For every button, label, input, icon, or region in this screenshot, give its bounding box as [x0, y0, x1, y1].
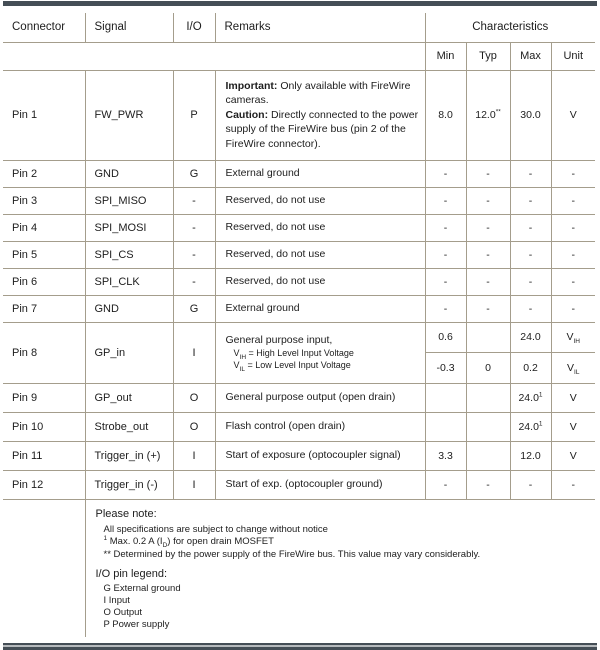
max-cell: 0.2 [510, 352, 551, 383]
pin-cell: Pin 2 [3, 160, 85, 187]
typ-cell [466, 383, 510, 412]
pinout-table [3, 13, 595, 637]
vih-definition: $V_{IH}$ = High Level Input Voltage [233, 348, 354, 361]
min-cell: - [425, 241, 466, 268]
pin-cell: Pin 4 [3, 214, 85, 241]
remarks-cell: Start of exp. (optocoupler ground) [215, 470, 425, 499]
row-pin-2 [3, 160, 595, 187]
io-cell: - [173, 268, 215, 295]
pin-cell: Pin 9 [3, 383, 85, 412]
signal-cell: GP_in [85, 322, 173, 383]
unit-cell: - [551, 470, 595, 499]
min-cell: - [425, 160, 466, 187]
col-header-remarks: Remarks [215, 13, 425, 42]
min-cell: - [425, 187, 466, 214]
unit-cell: V [551, 441, 595, 470]
pin-cell: Pin 6 [3, 268, 85, 295]
min-cell: 0.6 [425, 322, 466, 352]
unit-cell: - [551, 268, 595, 295]
unit-cell: $V_{IH}$ [551, 322, 595, 352]
typ-cell [466, 441, 510, 470]
min-cell: 3.3 [425, 441, 466, 470]
remarks-cell: External ground [215, 295, 425, 322]
vil-definition: $V_{IL}$ = Low Level Input Voltage [233, 359, 351, 373]
col-header-max: Max [510, 42, 551, 70]
row-pin-8 [3, 322, 595, 352]
min-cell: 8.0 [425, 70, 466, 160]
top-rule [3, 1, 597, 6]
typ-cell [466, 412, 510, 441]
typ-cell: - [466, 214, 510, 241]
max-cell: - [510, 214, 551, 241]
col-header-connector: Connector [3, 13, 85, 42]
unit-cell: $V_{IL}$ [551, 352, 595, 383]
io-cell: - [173, 214, 215, 241]
max-cell: 30.0 [510, 70, 551, 160]
io-cell: O [173, 383, 215, 412]
typ-cell: - [466, 160, 510, 187]
typ-cell: 12.0** [466, 70, 510, 160]
signal-cell: GND [85, 295, 173, 322]
notes-cell [85, 499, 595, 637]
io-cell: I [173, 470, 215, 499]
row-notes [3, 499, 595, 637]
remarks-text: General purpose input, [225, 334, 333, 346]
max-cell: 24.0 [510, 322, 551, 352]
pin-cell: Pin 3 [3, 187, 85, 214]
row-pin-4 [3, 214, 595, 241]
remarks-cell: External ground [215, 160, 425, 187]
pin-cell: Pin 11 [3, 441, 85, 470]
unit-cell: - [551, 214, 595, 241]
io-cell: - [173, 241, 215, 268]
pin-cell: Pin 12 [3, 470, 85, 499]
remarks-cell: Flash control (open drain) [215, 412, 425, 441]
important-label: Important: [225, 79, 278, 92]
min-cell: -0.3 [425, 352, 466, 383]
max-cell: 12.0 [510, 441, 551, 470]
io-cell: I [173, 441, 215, 470]
typ-cell: - [466, 470, 510, 499]
typ-cell: - [466, 241, 510, 268]
io-cell: O [173, 412, 215, 441]
remarks-cell: Reserved, do not use [215, 241, 425, 268]
row-pin-7 [3, 295, 595, 322]
col-header-signal: Signal [85, 13, 173, 42]
pin-cell: Pin 8 [3, 322, 85, 383]
pin-cell: Pin 5 [3, 241, 85, 268]
min-cell: - [425, 470, 466, 499]
signal-cell: SPI_CLK [85, 268, 173, 295]
max-cell: 24.0$^1$ [510, 412, 551, 441]
unit-cell: - [551, 295, 595, 322]
signal-cell: SPI_MOSI [85, 214, 173, 241]
signal-cell: SPI_MISO [85, 187, 173, 214]
signal-cell: Trigger_in (-) [85, 470, 173, 499]
bottom-rule [3, 643, 597, 650]
remarks-cell: Start of exposure (optocoupler signal) [215, 441, 425, 470]
row-pin-12 [3, 470, 595, 499]
io-legend-title: I/O pin legend: [95, 568, 168, 580]
legend-item-p: P Power supply [103, 619, 170, 630]
min-cell: - [425, 214, 466, 241]
unit-cell: V [551, 412, 595, 441]
io-cell: G [173, 295, 215, 322]
typ-cell: - [466, 187, 510, 214]
io-cell: P [173, 70, 215, 160]
please-note-title: Please note: [95, 507, 157, 520]
max-cell: - [510, 470, 551, 499]
legend-item-g: G External ground [103, 583, 181, 594]
remarks-cell: Reserved, do not use [215, 187, 425, 214]
unit-cell: - [551, 187, 595, 214]
col-header-typ: Typ [466, 42, 510, 70]
remarks-text: Important: Only available with FireWire cameras. Caution: Directly connected to the power supply of the FireWire bus (pin 2 of the FireWire connector). [225, 79, 419, 150]
col-header-min: Min [425, 42, 466, 70]
io-cell: I [173, 322, 215, 383]
col-header-unit: Unit [551, 42, 595, 70]
notes-left-spacer [3, 499, 85, 637]
min-cell: - [425, 295, 466, 322]
col-header-characteristics: Characteristics [425, 13, 595, 42]
legend-item-o: O Output [103, 607, 143, 618]
remarks-cell: General purpose output (open drain) [215, 383, 425, 412]
footnote-marker: 1 [538, 391, 543, 398]
table-body [3, 70, 595, 637]
caution-label: Caution: [225, 108, 269, 121]
io-cell: G [173, 160, 215, 187]
max-cell: - [510, 241, 551, 268]
header-row-1 [3, 13, 595, 42]
max-cell: - [510, 160, 551, 187]
unit-cell: V [551, 70, 595, 160]
remarks-cell: Reserved, do not use [215, 214, 425, 241]
row-pin-11 [3, 441, 595, 470]
remarks-cell: Reserved, do not use [215, 268, 425, 295]
max-cell: - [510, 268, 551, 295]
remarks-cell [215, 70, 425, 160]
header-spacer [3, 42, 425, 70]
typ-cell: 0 [466, 352, 510, 383]
col-header-io: I/O [173, 13, 215, 42]
signal-cell: Trigger_in (+) [85, 441, 173, 470]
document-page [0, 1, 600, 650]
signal-cell: Strobe_out [85, 412, 173, 441]
footnote-1: $^1$ Max. 0.2 A $(I_D)$ for open drain MOSFET [103, 534, 274, 549]
typ-cell: - [466, 295, 510, 322]
legend-item-i: I Input [103, 595, 130, 606]
typ-cell: - [466, 268, 510, 295]
header-row-2 [3, 42, 595, 70]
row-pin-1 [3, 70, 595, 160]
unit-cell: V [551, 383, 595, 412]
row-pin-6 [3, 268, 595, 295]
max-cell: - [510, 295, 551, 322]
unit-cell: - [551, 160, 595, 187]
footnote-marker: ** [495, 108, 501, 116]
signal-cell: FW_PWR [85, 70, 173, 160]
row-pin-10 [3, 412, 595, 441]
pin-cell: Pin 7 [3, 295, 85, 322]
io-cell: - [173, 187, 215, 214]
row-pin-9 [3, 383, 595, 412]
pin-cell: Pin 1 [3, 70, 85, 160]
max-cell: - [510, 187, 551, 214]
unit-cell: - [551, 241, 595, 268]
signal-cell: SPI_CS [85, 241, 173, 268]
footnote-marker: 1 [538, 420, 543, 427]
spec-change-note: All specifications are subject to change without notice [103, 523, 328, 535]
min-cell [425, 412, 466, 441]
row-pin-5 [3, 241, 595, 268]
min-cell: - [425, 268, 466, 295]
max-cell: 24.0$^1$ [510, 383, 551, 412]
table-header [3, 13, 595, 70]
row-pin-3 [3, 187, 595, 214]
footnote-2: ** Determined by the power supply of the FireWire bus. This value may vary considerably. [103, 548, 481, 560]
min-cell [425, 383, 466, 412]
pin-cell: Pin 10 [3, 412, 85, 441]
signal-cell: GND [85, 160, 173, 187]
signal-cell: GP_out [85, 383, 173, 412]
typ-cell [466, 322, 510, 352]
remarks-cell [215, 322, 425, 383]
